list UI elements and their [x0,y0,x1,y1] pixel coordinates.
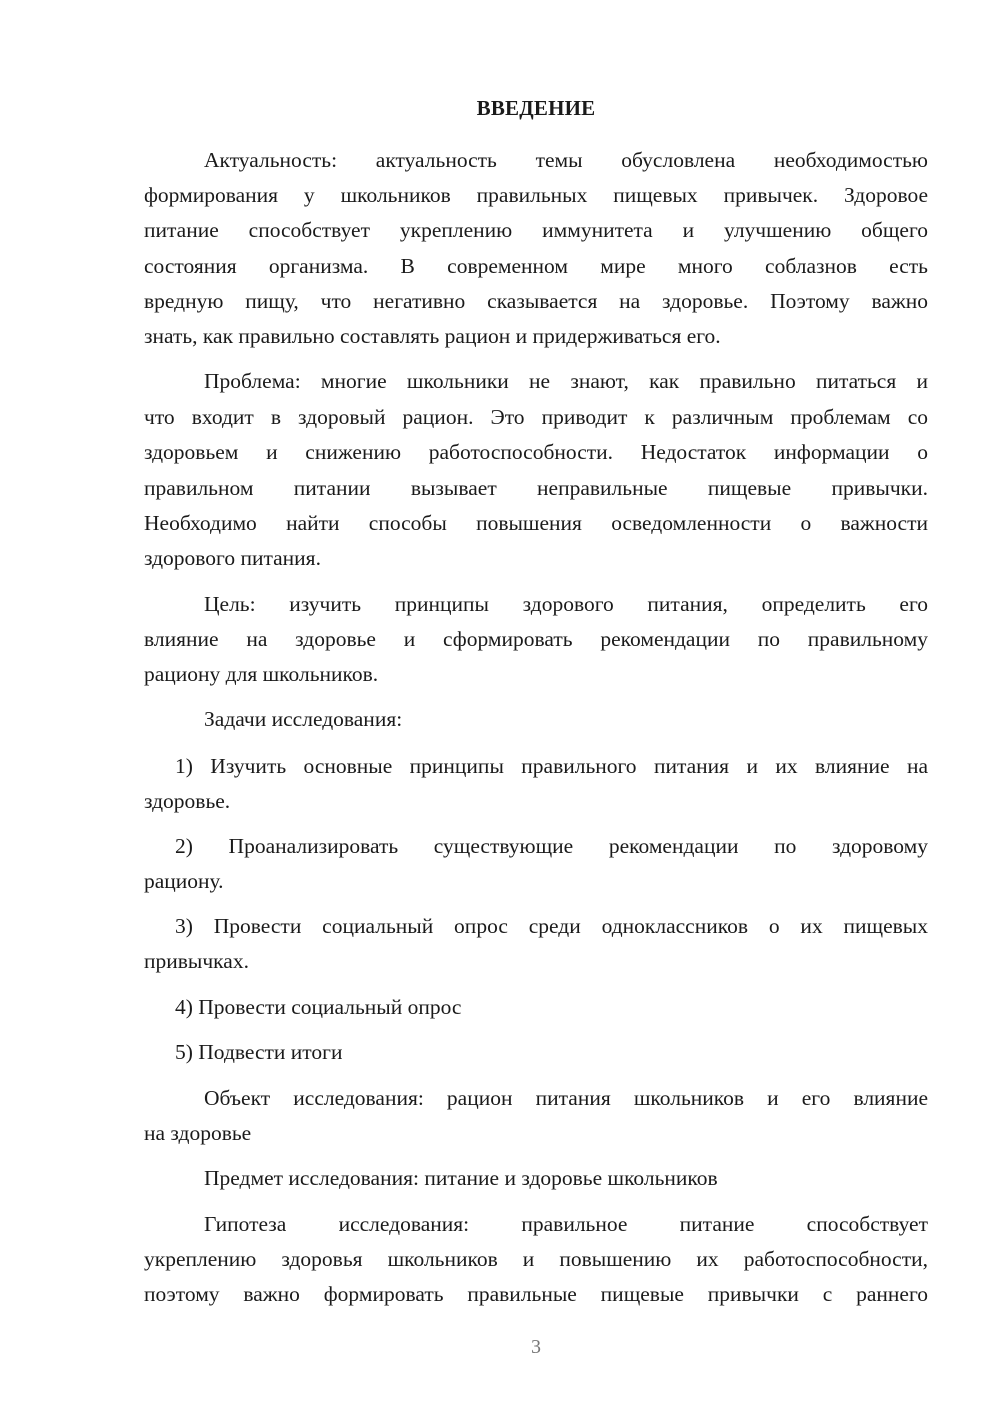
text-line: правильном питании вызывает неправильные пищевые привычки. [144,476,928,500]
text-line: 5) Подвести итоги [175,1040,343,1064]
text-line: 2) Проанализировать существующие рекомендации по здоровому [175,834,928,858]
text-line: Цель: изучить принципы здорового питания, определить его [204,592,928,616]
text-line: вредную пищу, что негативно сказывается на здоровье. Поэтому важно [144,289,928,313]
text-line: знать, как правильно составлять рацион и придерживаться его. [144,324,721,348]
page-number: 3 [531,1336,541,1358]
text-line: Актуальность: актуальность темы обусловлена необходимостью [204,148,928,172]
text-line: здорового питания. [144,546,321,570]
text-line: укреплению здоровья школьников и повышению их работоспособности, [144,1247,928,1271]
text-line: состояния организма. В современном мире много соблазнов есть [144,254,928,278]
text-line: рациону для школьников. [144,662,379,686]
paragraph-subject: Предмет исследования: питание и здоровье школьников [204,1166,718,1190]
text-line: Гипотеза исследования: правильное питание способствует [204,1212,928,1236]
text-line: Необходимо найти способы повышения осведомленности о важности [144,511,928,535]
text-line: влияние на здоровье и сформировать рекомендации по правильному [144,627,928,651]
text-line: 4) Провести социальный опрос [175,995,462,1019]
text-line: формирования у школьников правильных пищевых привычек. Здоровое [144,183,928,207]
text-line: что входит в здоровый рацион. Это приводит к различным проблемам со [144,405,928,429]
text-line: поэтому важно формировать правильные пищевые привычки с раннего [144,1282,928,1306]
text-line: питание способствует укреплению иммунитета и улучшению общего [144,218,928,242]
text-line: Проблема: многие школьники не знают, как правильно питаться и [204,369,928,393]
section-heading: ВВЕДЕНИЕ [476,96,596,120]
text-line: привычках. [144,949,249,973]
text-line: Объект исследования: рацион питания школьников и его влияние [204,1086,928,1110]
text-line: рациону. [144,869,224,893]
text-line: на здоровье [144,1121,252,1145]
text-line: 3) Провести социальный опрос среди одноклассников о их пищевых [175,914,928,938]
text-line: здоровьем и снижению работоспособности. Недостаток информации о [144,440,928,464]
text-line: 1) Изучить основные принципы правильного питания и их влияние на [175,754,928,778]
text-line: здоровье. [144,789,231,813]
tasks-heading: Задачи исследования: [204,707,403,731]
